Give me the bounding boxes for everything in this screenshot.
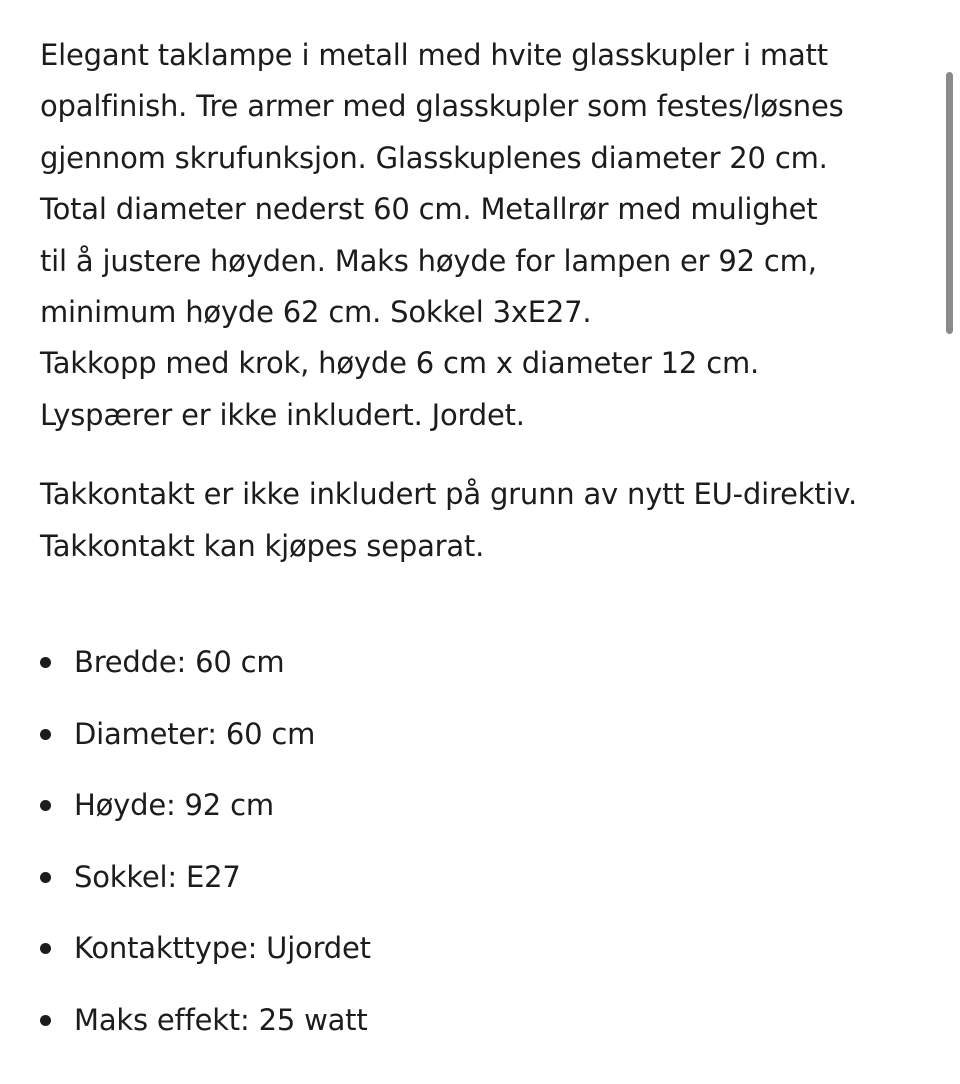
spec-item-plug-type <box>40 922 920 994</box>
spec-list <box>40 636 920 1066</box>
spec-text: Høyde: 92 cm <box>74 788 274 823</box>
spec-item-diameter <box>40 708 920 780</box>
bullet-icon <box>40 729 51 740</box>
spec-text: Bredde: 60 cm <box>74 645 285 679</box>
description-line: Total diameter nederst 60 cm. Metallrør med mulighet <box>40 192 818 227</box>
description-line: til å justere høyden. Maks høyde for lampen er 92 cm, <box>40 243 817 278</box>
spec-item-height <box>40 779 920 851</box>
description-line: opalfinish. Tre armer med glasskupler som festes/løsnes <box>40 89 844 124</box>
spec-item-max-power <box>40 994 920 1066</box>
description-line: Takkontakt er ikke inkludert på grunn av nytt EU-direktiv. <box>40 477 858 512</box>
vertical-scrollbar[interactable] <box>946 72 953 334</box>
description-line: gjennom skrufunksjon. Glasskuplenes diameter 20 cm. <box>40 140 828 175</box>
spec-item-width <box>40 636 920 708</box>
bullet-icon <box>40 943 51 954</box>
product-description <box>40 30 920 572</box>
bullet-icon <box>40 872 51 883</box>
spec-text: Diameter: 60 cm <box>74 716 316 751</box>
description-line: Takkopp med krok, høyde 6 cm x diameter 12 cm. <box>40 346 760 381</box>
description-line: Lyspærer er ikke inkludert. Jordet. <box>40 397 525 432</box>
spec-text: Sokkel: E27 <box>74 859 241 894</box>
description-line: Takkontakt kan kjøpes separat. <box>40 528 485 563</box>
ceiling-outlet-note <box>40 469 920 572</box>
spec-text: Maks effekt: 25 watt <box>74 1002 368 1037</box>
spec-text: Kontakttype: Ujordet <box>74 931 371 966</box>
description-line: Elegant taklampe i metall med hvite glasskupler i matt <box>40 38 828 72</box>
description-paragraph <box>40 30 920 441</box>
spec-item-socket <box>40 851 920 923</box>
bullet-icon <box>40 657 51 668</box>
description-line: minimum høyde 62 cm. Sokkel 3xE27. <box>40 295 592 330</box>
bullet-icon <box>40 800 51 811</box>
bullet-icon <box>40 1015 51 1026</box>
